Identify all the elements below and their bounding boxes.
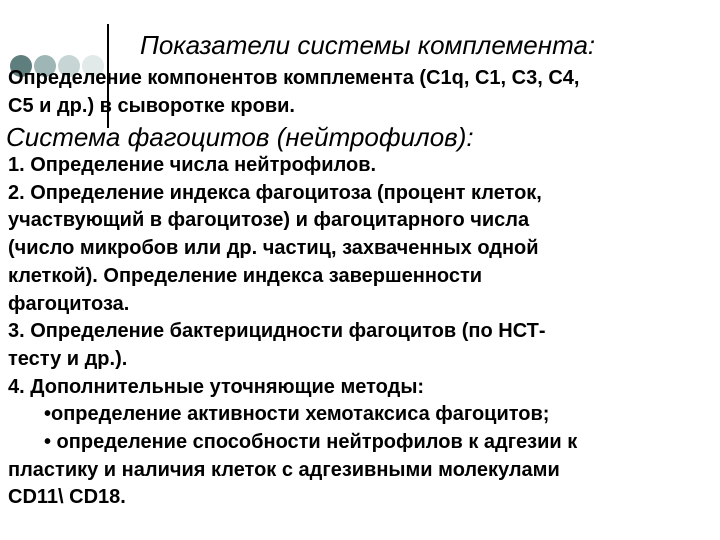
list-line: (число микробов или др. частиц, захваченных одной <box>8 237 539 260</box>
list-line: 4. Дополнительные уточняющие методы: <box>8 375 425 398</box>
phagocytes-heading: Система фагоцитов (нейтрофилов): <box>6 122 474 152</box>
list-line: 2. Определение индекса фагоцитоза (процент клеток, <box>8 181 542 204</box>
list-line: CD11\ CD18. <box>8 486 126 509</box>
slide-title: Показатели системы комплемента: <box>140 30 596 60</box>
bullet-line: •определение активности хемотаксиса фагоцитов; <box>44 403 550 426</box>
bullet-line: • определение способности нейтрофилов к адгезии к <box>44 431 578 454</box>
paragraph-line: Определение компонентов комплемента (С1q, С1, С3, С4, <box>8 67 580 89</box>
complement-paragraph <box>8 64 579 120</box>
list-line: участвующий в фагоцитозе) и фагоцитарного числа <box>8 209 530 232</box>
list-line: фагоцитоза. <box>8 292 130 315</box>
list-line: 3. Определение бактерицидности фагоцитов (по НСТ- <box>8 320 546 343</box>
list-line: пластику и наличия клеток с адгезивными молекулами <box>8 458 560 481</box>
list-line: тесту и др.). <box>8 347 128 370</box>
phagocytes-list <box>8 152 577 512</box>
paragraph-line: С5 и др.) в сыворотке крови. <box>8 95 295 117</box>
list-line: 1. Определение числа нейтрофилов. <box>8 154 377 176</box>
list-line: клеткой). Определение индекса завершенности <box>8 264 483 287</box>
